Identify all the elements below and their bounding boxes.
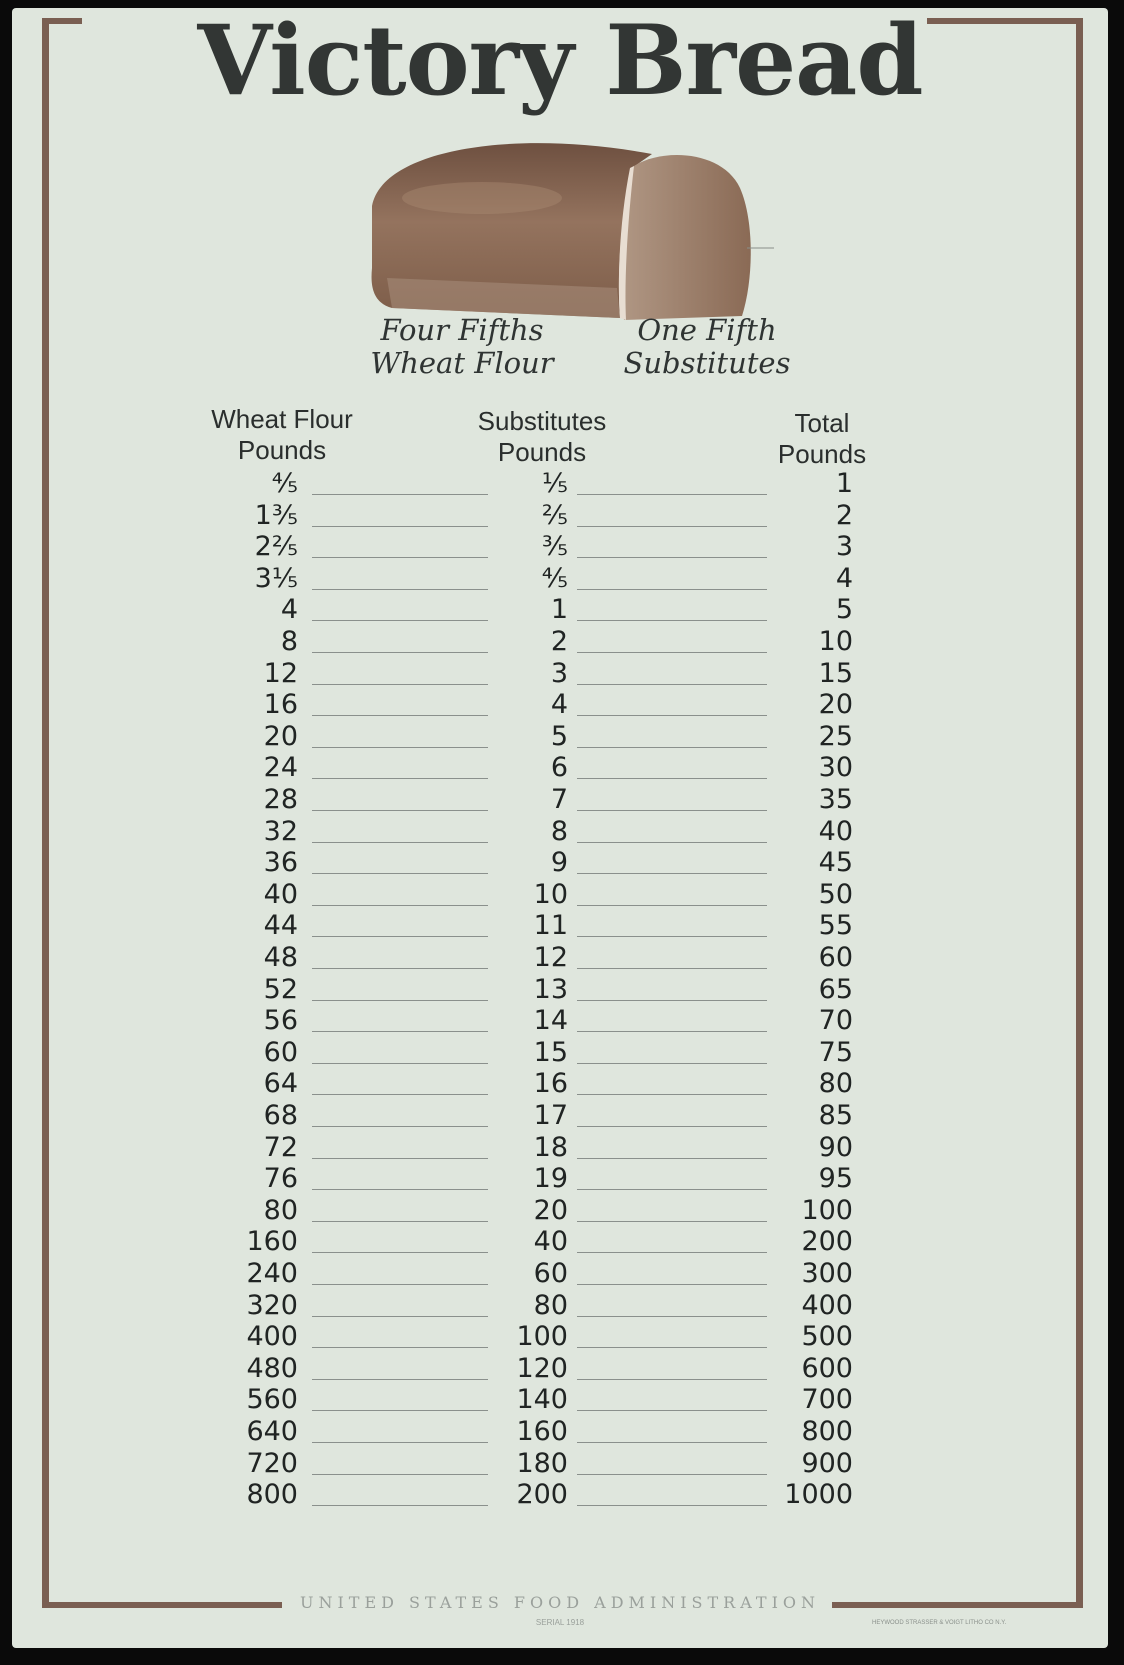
leader-line bbox=[312, 968, 488, 969]
table-row bbox=[12, 1100, 1108, 1132]
leader-line bbox=[312, 620, 488, 621]
wheat-flour-value: 8 bbox=[280, 626, 298, 657]
leader-line bbox=[577, 1347, 767, 1348]
total-value: 45 bbox=[818, 847, 853, 879]
leader-line bbox=[312, 1000, 488, 1001]
wheat-flour-value: 80 bbox=[263, 1194, 298, 1226]
leader-line bbox=[577, 1316, 767, 1317]
leader-line bbox=[577, 778, 767, 779]
leader-line bbox=[577, 936, 767, 937]
table-row bbox=[12, 879, 1108, 911]
total-value: 400 bbox=[801, 1289, 853, 1321]
wheat-flour-value: 76 bbox=[263, 1163, 298, 1195]
leader-line bbox=[577, 1474, 767, 1475]
table-row bbox=[12, 531, 1108, 563]
leader-line bbox=[577, 1379, 767, 1380]
leader-line bbox=[577, 1252, 767, 1253]
table-row bbox=[12, 974, 1108, 1006]
wheat-flour-value: 320 bbox=[246, 1289, 298, 1321]
total-value: 50 bbox=[818, 878, 853, 910]
substitutes-value: ⅖ bbox=[541, 499, 568, 531]
total-value: 60 bbox=[818, 942, 853, 973]
total-value: 90 bbox=[818, 1131, 853, 1163]
table-row bbox=[12, 658, 1108, 690]
substitutes-value: 200 bbox=[516, 1479, 568, 1511]
total-value: 70 bbox=[818, 1005, 853, 1037]
total-value: 10 bbox=[818, 626, 853, 657]
wheat-flour-value: 640 bbox=[246, 1416, 298, 1447]
table-row bbox=[12, 1448, 1108, 1480]
leader-line bbox=[312, 778, 488, 779]
poster-title: Victory Bread bbox=[197, 4, 923, 117]
leader-line bbox=[577, 842, 767, 843]
leader-line bbox=[577, 1410, 767, 1411]
table-row bbox=[12, 689, 1108, 721]
table-row bbox=[12, 1479, 1108, 1511]
total-value: 600 bbox=[801, 1352, 853, 1384]
printer-imprint: HEYWOOD STRASSER & VOIGT LITHO CO N.Y. bbox=[872, 1620, 1007, 1626]
total-value: 15 bbox=[818, 657, 853, 689]
leader-line bbox=[577, 1000, 767, 1001]
total-value: 80 bbox=[818, 1068, 853, 1100]
substitutes-value: 100 bbox=[516, 1321, 568, 1353]
wheat-flour-value: 16 bbox=[263, 689, 298, 721]
leader-line bbox=[312, 1474, 488, 1475]
substitutes-value: 7 bbox=[550, 784, 568, 815]
substitutes-value: 10 bbox=[533, 878, 568, 910]
wheat-flour-value: 1⅗ bbox=[254, 499, 298, 531]
substitutes-value: ⅗ bbox=[541, 531, 568, 563]
substitutes-value: 8 bbox=[550, 815, 568, 847]
leader-line bbox=[577, 1284, 767, 1285]
leader-line bbox=[577, 1442, 767, 1443]
table-row bbox=[12, 1068, 1108, 1100]
wheat-flour-value: 800 bbox=[246, 1479, 298, 1511]
substitutes-value: 60 bbox=[533, 1258, 568, 1289]
substitutes-value: 160 bbox=[516, 1416, 568, 1447]
leader-line bbox=[312, 1284, 488, 1285]
wheat-flour-value: 44 bbox=[263, 910, 298, 942]
leader-line bbox=[312, 589, 488, 590]
footer-serial: SERIAL 1918 bbox=[535, 1618, 585, 1627]
leader-line bbox=[577, 1158, 767, 1159]
leader-line bbox=[312, 1442, 488, 1443]
total-value: 75 bbox=[818, 1036, 853, 1068]
substitutes-value: 17 bbox=[533, 1100, 568, 1131]
wheat-flour-value: 72 bbox=[263, 1131, 298, 1163]
table-row bbox=[12, 1384, 1108, 1416]
leader-line bbox=[312, 1410, 488, 1411]
wheat-flour-value: 64 bbox=[263, 1068, 298, 1100]
leader-line bbox=[577, 1094, 767, 1095]
table-row bbox=[12, 626, 1108, 658]
header-total-line2: Pounds bbox=[777, 439, 867, 469]
leader-line bbox=[577, 968, 767, 969]
wheat-flour-value: 160 bbox=[246, 1226, 298, 1258]
conversion-table bbox=[12, 8, 1108, 1648]
wheat-flour-value: 36 bbox=[263, 847, 298, 879]
table-row bbox=[12, 942, 1108, 974]
substitutes-value: 120 bbox=[516, 1352, 568, 1384]
leader-line bbox=[577, 1221, 767, 1222]
total-value: 5 bbox=[835, 594, 853, 626]
leader-line bbox=[577, 1031, 767, 1032]
table-row bbox=[12, 784, 1108, 816]
leader-line bbox=[577, 1505, 767, 1506]
wheat-flour-value: 56 bbox=[263, 1005, 298, 1037]
wheat-flour-value: 12 bbox=[263, 657, 298, 689]
leader-line bbox=[577, 715, 767, 716]
total-value: 300 bbox=[801, 1258, 853, 1289]
leader-line bbox=[577, 747, 767, 748]
leader-line bbox=[312, 810, 488, 811]
substitutes-value: 15 bbox=[533, 1036, 568, 1068]
total-value: 100 bbox=[801, 1194, 853, 1226]
leader-line bbox=[577, 589, 767, 590]
leader-line bbox=[312, 873, 488, 874]
substitutes-value: 18 bbox=[533, 1131, 568, 1163]
ratio-subs-line2: Substitutes bbox=[623, 346, 791, 380]
substitutes-value: 6 bbox=[550, 752, 568, 784]
substitutes-value: 80 bbox=[533, 1289, 568, 1321]
total-value: 3 bbox=[835, 531, 853, 563]
wheat-flour-value: ⅘ bbox=[271, 468, 298, 499]
leader-line bbox=[577, 684, 767, 685]
total-value: 20 bbox=[818, 689, 853, 721]
wheat-flour-value: 48 bbox=[263, 942, 298, 973]
leader-line bbox=[577, 905, 767, 906]
leader-line bbox=[312, 684, 488, 685]
wheat-flour-value: 4 bbox=[280, 594, 298, 626]
substitutes-value: 9 bbox=[550, 847, 568, 879]
table-row bbox=[12, 500, 1108, 532]
table-row bbox=[12, 721, 1108, 753]
leader-line bbox=[312, 842, 488, 843]
header-subs-line1: Substitutes bbox=[477, 406, 607, 436]
leader-line bbox=[312, 526, 488, 527]
table-row bbox=[12, 1226, 1108, 1258]
leader-line bbox=[577, 494, 767, 495]
header-wheat-line2: Pounds bbox=[237, 435, 327, 465]
leader-line bbox=[312, 1221, 488, 1222]
header-wheat-line1: Wheat Flour bbox=[211, 404, 353, 434]
substitutes-value: 2 bbox=[550, 626, 568, 657]
leader-line bbox=[577, 1189, 767, 1190]
wheat-flour-value: 28 bbox=[263, 784, 298, 815]
total-value: 500 bbox=[801, 1321, 853, 1353]
total-value: 95 bbox=[818, 1163, 853, 1195]
total-value: 40 bbox=[818, 815, 853, 847]
substitutes-value: 180 bbox=[516, 1447, 568, 1479]
leader-line bbox=[312, 1063, 488, 1064]
leader-line bbox=[312, 1189, 488, 1190]
substitutes-value: 140 bbox=[516, 1384, 568, 1416]
wheat-flour-value: 720 bbox=[246, 1447, 298, 1479]
ratio-wheat-line1: Four Fifths bbox=[380, 313, 544, 347]
substitutes-value: ⅘ bbox=[541, 562, 568, 594]
table-row bbox=[12, 847, 1108, 879]
wheat-flour-value: 32 bbox=[263, 815, 298, 847]
total-value: 55 bbox=[818, 910, 853, 942]
substitutes-value: 5 bbox=[550, 720, 568, 752]
substitutes-value: 16 bbox=[533, 1068, 568, 1100]
wheat-flour-value: 40 bbox=[263, 878, 298, 910]
substitutes-value: 19 bbox=[533, 1163, 568, 1195]
total-value: 900 bbox=[801, 1447, 853, 1479]
leader-line bbox=[312, 494, 488, 495]
wheat-flour-value: 3⅕ bbox=[254, 562, 298, 594]
poster bbox=[12, 4, 1108, 1648]
leader-line bbox=[312, 1505, 488, 1506]
total-value: 65 bbox=[818, 973, 853, 1005]
total-value: 200 bbox=[801, 1226, 853, 1258]
wheat-flour-value: 240 bbox=[246, 1258, 298, 1289]
wheat-flour-value: 68 bbox=[263, 1100, 298, 1131]
table-row bbox=[12, 1416, 1108, 1448]
total-value: 85 bbox=[818, 1100, 853, 1131]
leader-line bbox=[577, 652, 767, 653]
table-row bbox=[12, 752, 1108, 784]
leader-line bbox=[312, 652, 488, 653]
table-row bbox=[12, 816, 1108, 848]
ratio-wheat-line2: Wheat Flour bbox=[370, 346, 554, 380]
table-row bbox=[12, 910, 1108, 942]
wheat-flour-value: 560 bbox=[246, 1384, 298, 1416]
wheat-flour-value: 24 bbox=[263, 752, 298, 784]
leader-line bbox=[312, 1316, 488, 1317]
table-row bbox=[12, 594, 1108, 626]
leader-line bbox=[577, 526, 767, 527]
wheat-flour-value: 480 bbox=[246, 1352, 298, 1384]
table-row bbox=[12, 1163, 1108, 1195]
leader-line bbox=[312, 1126, 488, 1127]
table-row bbox=[12, 1258, 1108, 1290]
ratio-subs-line1: One Fifth bbox=[637, 313, 777, 347]
leader-line bbox=[312, 1252, 488, 1253]
table-row bbox=[12, 563, 1108, 595]
total-value: 25 bbox=[818, 720, 853, 752]
total-value: 1000 bbox=[784, 1479, 853, 1511]
leader-line bbox=[312, 905, 488, 906]
total-value: 1 bbox=[835, 468, 853, 499]
substitutes-value: 11 bbox=[533, 910, 568, 942]
substitutes-value: 14 bbox=[533, 1005, 568, 1037]
total-value: 35 bbox=[818, 784, 853, 815]
table-row bbox=[12, 1321, 1108, 1353]
leader-line bbox=[577, 1063, 767, 1064]
wheat-flour-value: 20 bbox=[263, 720, 298, 752]
leader-line bbox=[312, 1094, 488, 1095]
leader-line bbox=[312, 1347, 488, 1348]
total-value: 30 bbox=[818, 752, 853, 784]
substitutes-value: ⅕ bbox=[541, 468, 568, 499]
leader-line bbox=[312, 1158, 488, 1159]
header-subs-line2: Pounds bbox=[497, 437, 587, 467]
leader-line bbox=[577, 620, 767, 621]
leader-line bbox=[577, 810, 767, 811]
header-total-line1: Total bbox=[794, 408, 850, 438]
table-row bbox=[12, 1353, 1108, 1385]
table-row bbox=[12, 1005, 1108, 1037]
leader-line bbox=[312, 936, 488, 937]
substitutes-value: 4 bbox=[550, 689, 568, 721]
leader-line bbox=[312, 557, 488, 558]
substitutes-value: 12 bbox=[533, 942, 568, 973]
substitutes-value: 13 bbox=[533, 973, 568, 1005]
leader-line bbox=[312, 747, 488, 748]
substitutes-value: 20 bbox=[533, 1194, 568, 1226]
leader-line bbox=[312, 1379, 488, 1380]
table-row bbox=[12, 1290, 1108, 1322]
table-row bbox=[12, 1132, 1108, 1164]
leader-line bbox=[312, 1031, 488, 1032]
total-value: 2 bbox=[835, 499, 853, 531]
substitutes-value: 40 bbox=[533, 1226, 568, 1258]
table-row bbox=[12, 468, 1108, 500]
leader-line bbox=[577, 557, 767, 558]
substitutes-value: 1 bbox=[550, 594, 568, 626]
wheat-flour-value: 400 bbox=[246, 1321, 298, 1353]
leader-line bbox=[577, 873, 767, 874]
wheat-flour-value: 2⅖ bbox=[254, 531, 298, 563]
total-value: 700 bbox=[801, 1384, 853, 1416]
leader-line bbox=[312, 715, 488, 716]
substitutes-value: 3 bbox=[550, 657, 568, 689]
leader-line bbox=[577, 1126, 767, 1127]
table-row bbox=[12, 1195, 1108, 1227]
wheat-flour-value: 52 bbox=[263, 973, 298, 1005]
total-value: 4 bbox=[835, 562, 853, 594]
wheat-flour-value: 60 bbox=[263, 1036, 298, 1068]
total-value: 800 bbox=[801, 1416, 853, 1447]
table-row bbox=[12, 1037, 1108, 1069]
footer-agency: UNITED STATES FOOD ADMINISTRATION bbox=[299, 1593, 821, 1612]
